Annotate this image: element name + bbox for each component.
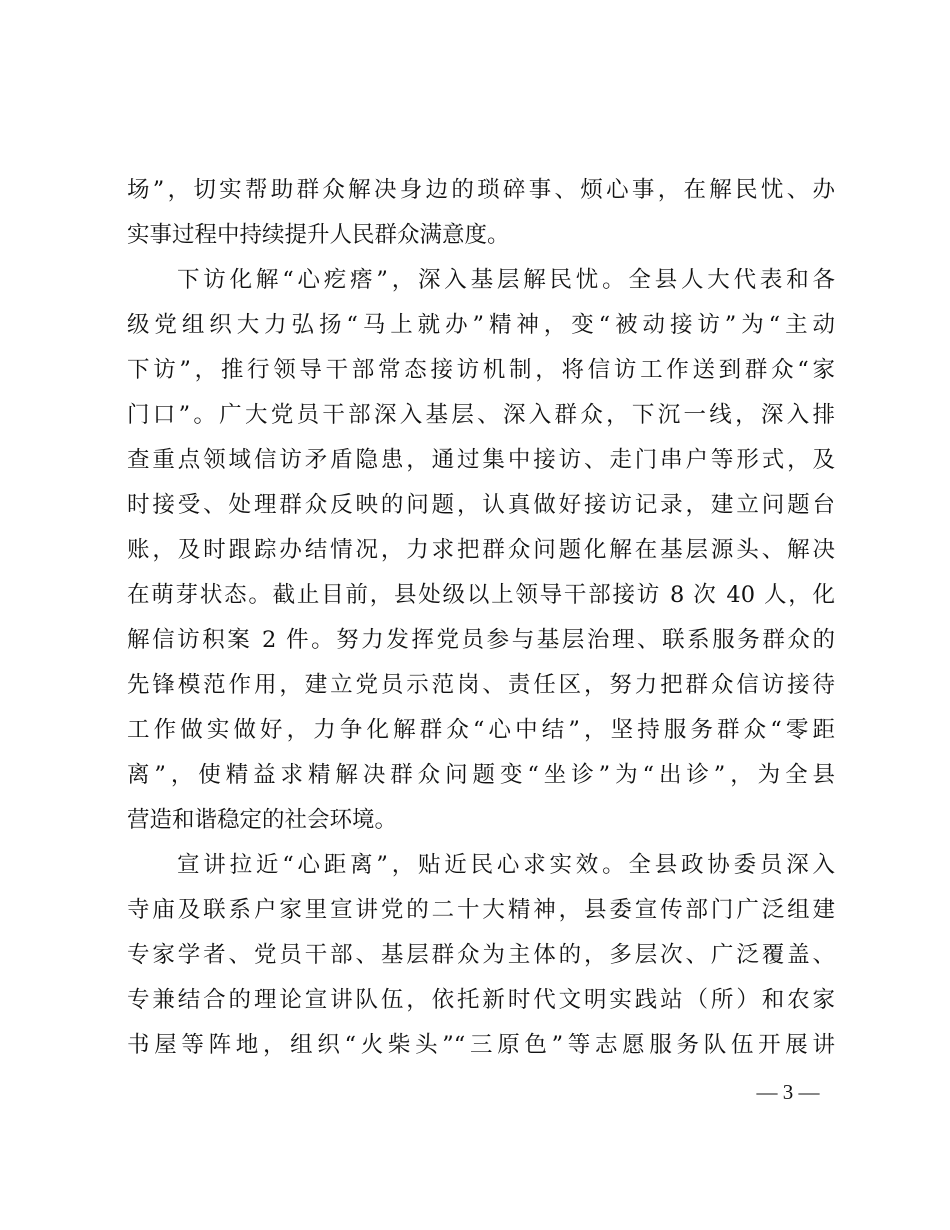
text-line — [0, 348, 950, 392]
page-number: — 3 — — [756, 1080, 820, 1104]
text-line — [0, 438, 950, 482]
text-line-content: 专兼结合的理论宣讲队伍，依托新时代文明实践站（所）和农家 — [127, 987, 835, 1013]
text-line-content: 场”，切实帮助群众解决身边的琐碎事、烦心事，在解民忧、办 — [127, 177, 835, 203]
text-line-content: 账，及时跟踪办结情况，力求把群众问题化解在基层源头、解决 — [127, 537, 835, 563]
paragraph-first-line — [0, 258, 950, 302]
text-line — [0, 168, 950, 212]
text-line-content: 下访化解“心疙瘩”，深入基层解民忧。全县人大代表和各 — [177, 267, 835, 293]
text-line-content: 查重点领域信访矛盾隐患，通过集中接访、走门串户等形式，及 — [127, 447, 835, 473]
text-line — [0, 483, 950, 527]
text-line — [0, 888, 950, 932]
text-line-content: 寺庙及联系户家里宣讲党的二十大精神，县委宣传部门广泛组建 — [127, 897, 835, 923]
text-line-content: 级党组织大力弘扬“马上就办”精神，变“被动接访”为“主动 — [127, 312, 835, 338]
text-line-content: 宣讲拉近“心距离”，贴近民心求实效。全县政协委员深入 — [177, 852, 835, 878]
text-line-content: 实事过程中持续提升人民群众满意度。 — [127, 222, 510, 248]
text-line-content: 书屋等阵地，组织“火柴头”“三原色”等志愿服务队伍开展讲 — [127, 1032, 835, 1058]
text-line — [0, 708, 950, 752]
text-line — [0, 528, 950, 572]
text-line — [0, 753, 950, 797]
text-line — [0, 303, 950, 347]
text-line — [0, 618, 950, 662]
text-line-content: 先锋模范作用，建立党员示范岗、责任区，努力把群众信访接待 — [127, 672, 835, 698]
text-line-content: 在萌芽状态。截止目前，县处级以上领导干部接访 8 次 40 人，化 — [127, 582, 835, 608]
text-line — [0, 393, 950, 437]
text-line-content: 专家学者、党员干部、基层群众为主体的，多层次、广泛覆盖、 — [127, 942, 835, 968]
paragraph-first-line — [0, 843, 950, 887]
text-line-content: 下访”，推行领导干部常态接访机制，将信访工作送到群众“家 — [127, 357, 835, 383]
text-line — [0, 933, 950, 977]
text-line-content: 离”，使精益求精解决群众问题变“坐诊”为“出诊”，为全县 — [127, 762, 835, 788]
text-line-content: 营造和谐稳定的社会环境。 — [127, 807, 398, 833]
text-line — [0, 798, 950, 842]
text-line-content: 时接受、处理群众反映的问题，认真做好接访记录，建立问题台 — [127, 492, 835, 518]
text-line — [0, 213, 950, 257]
text-line — [0, 663, 950, 707]
text-line-content: 工作做实做好，力争化解群众“心中结”，坚持服务群众“零距 — [127, 717, 835, 743]
text-line-content: 门口”。广大党员干部深入基层、深入群众，下沉一线，深入排 — [127, 402, 835, 428]
text-line — [0, 978, 950, 1022]
text-line — [0, 573, 950, 617]
text-line — [0, 1023, 950, 1067]
text-line-content: 解信访积案 2 件。努力发挥党员参与基层治理、联系服务群众的 — [127, 627, 835, 653]
